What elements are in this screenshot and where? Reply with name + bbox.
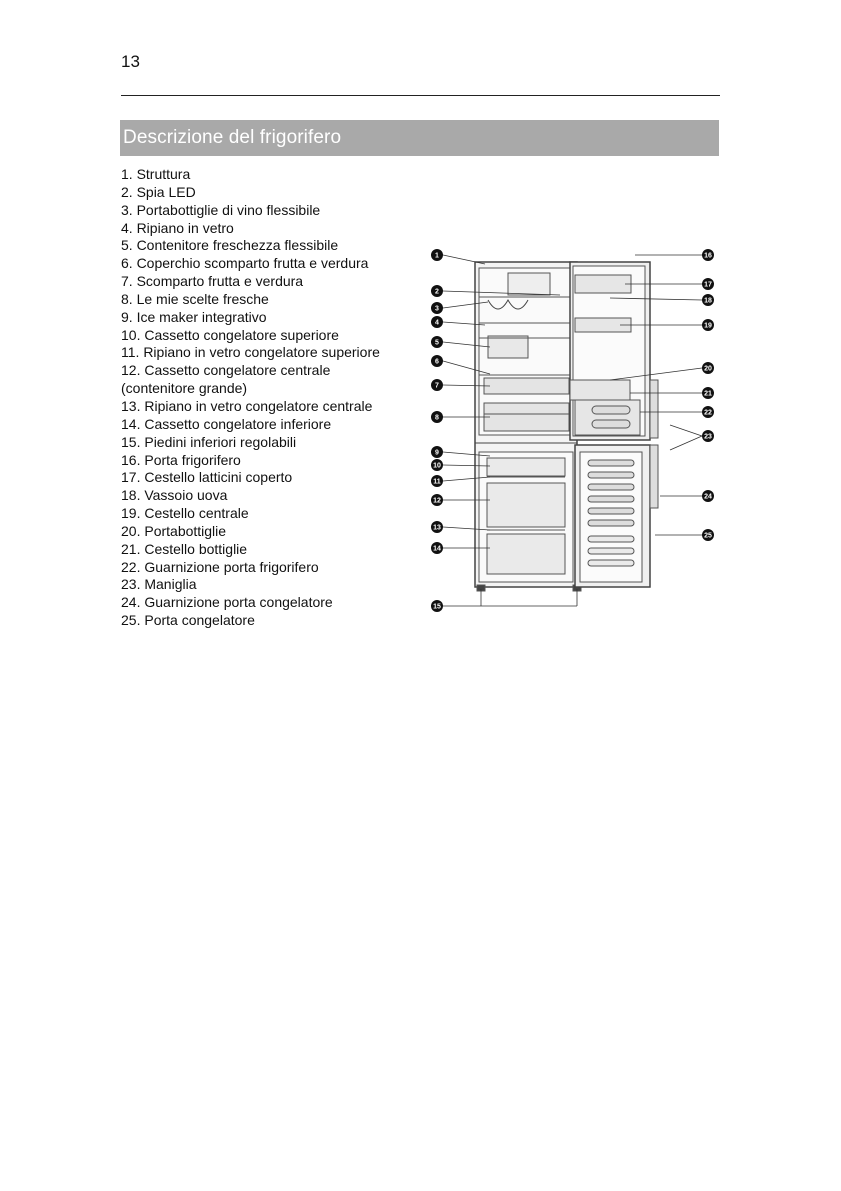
callout-marker (431, 336, 443, 348)
parts-list-item: 23. Maniglia (121, 576, 197, 593)
callout-marker (431, 494, 443, 506)
fridge-diagram (430, 240, 720, 630)
callout-number: 3 (435, 305, 439, 313)
callout-number: 17 (704, 281, 712, 289)
callout-number: 23 (704, 433, 712, 441)
parts-list-item: 9. Ice maker integrativo (121, 308, 267, 325)
callout-number: 9 (435, 449, 439, 457)
callout-number: 10 (433, 462, 441, 470)
callout-number: 1 (435, 252, 439, 260)
callout-number: 15 (433, 603, 441, 611)
callout-marker (431, 521, 443, 533)
callout-marker (702, 362, 714, 374)
callout-number: 21 (704, 390, 712, 398)
callout-number: 16 (704, 252, 712, 260)
parts-list-item: 18. Vassoio uova (121, 487, 228, 504)
callout-marker (702, 406, 714, 418)
parts-list-item: 1. Struttura (121, 166, 191, 182)
parts-list-item: 13. Ripiano in vetro congelatore centrale (121, 397, 373, 414)
parts-list-item: 7. Scomparto frutta e verdura (121, 273, 304, 290)
parts-list-item: 21. Cestello bottiglie (121, 540, 248, 557)
callout-number: 12 (433, 497, 441, 505)
callout-marker (431, 249, 443, 261)
callout-number: 24 (704, 493, 712, 501)
parts-list-item: 19. Cestello centrale (121, 505, 249, 522)
parts-list (121, 166, 380, 630)
callout-number: 13 (433, 524, 441, 532)
parts-list-item: 12. Cassetto congelatore centrale (121, 362, 331, 379)
callout-marker (431, 600, 443, 612)
parts-list-item: 10. Cassetto congelatore superiore (121, 326, 339, 343)
callout-number: 25 (704, 532, 712, 540)
parts-list-item: 4. Ripiano in vetro (121, 219, 234, 236)
callout-marker (431, 475, 443, 487)
callout-marker (431, 459, 443, 471)
parts-list-item: 17. Cestello latticini coperto (121, 469, 293, 486)
parts-list-item: 8. Le mie scelte fresche (121, 290, 269, 307)
callout-marker (431, 379, 443, 391)
parts-list-item: (contenitore grande) (121, 380, 248, 397)
parts-list-item: 11. Ripiano in vetro congelatore superiore (121, 344, 380, 361)
callout-marker (431, 316, 443, 328)
parts-list-item: 15. Piedini inferiori regolabili (121, 433, 297, 450)
callout-number: 8 (435, 414, 439, 422)
callout-marker (702, 490, 714, 502)
parts-list-item: 16. Porta frigorifero (121, 451, 241, 468)
callout-number: 11 (433, 478, 441, 486)
callout-number: 5 (435, 339, 439, 347)
parts-list-item: 20. Portabottiglie (121, 522, 227, 539)
header-rule (121, 95, 720, 96)
parts-list-item: 2. Spia LED (121, 183, 196, 200)
callout-number: 18 (704, 297, 712, 305)
callout-number: 4 (435, 319, 439, 327)
callout-marker (431, 285, 443, 297)
callout-marker (702, 249, 714, 261)
callout-marker (702, 430, 714, 442)
callout-number: 6 (435, 358, 439, 366)
section-title: Descrizione del frigorifero (123, 127, 342, 148)
callout-number: 22 (704, 409, 712, 417)
callout-number: 2 (435, 288, 439, 296)
section-header (120, 120, 719, 156)
callout-marker (431, 355, 443, 367)
parts-list-item: 24. Guarnizione porta congelatore (121, 594, 333, 611)
callout-number: 20 (704, 365, 712, 373)
parts-list-item: 3. Portabottiglie di vino flessibile (121, 201, 321, 218)
callout-marker (702, 319, 714, 331)
parts-list-item: 6. Coperchio scomparto frutta e verdura (121, 255, 369, 272)
parts-list-item: 22. Guarnizione porta frigorifero (121, 558, 319, 575)
callout-marker (702, 529, 714, 541)
parts-list-item: 5. Contenitore freschezza flessibile (121, 237, 339, 254)
parts-list-item: 14. Cassetto congelatore inferiore (121, 415, 332, 432)
callout-marker (431, 411, 443, 423)
fridge-illustration (430, 240, 720, 630)
page-number: 13 (121, 52, 140, 71)
callout-marker (702, 278, 714, 290)
callout-marker (431, 446, 443, 458)
callout-marker (702, 294, 714, 306)
callout-number: 19 (704, 322, 712, 330)
parts-list-item: 25. Porta congelatore (121, 612, 255, 629)
callout-marker (431, 302, 443, 314)
callout-marker (431, 542, 443, 554)
callout-number: 7 (435, 382, 439, 390)
callout-number: 14 (433, 545, 441, 553)
callout-marker (702, 387, 714, 399)
